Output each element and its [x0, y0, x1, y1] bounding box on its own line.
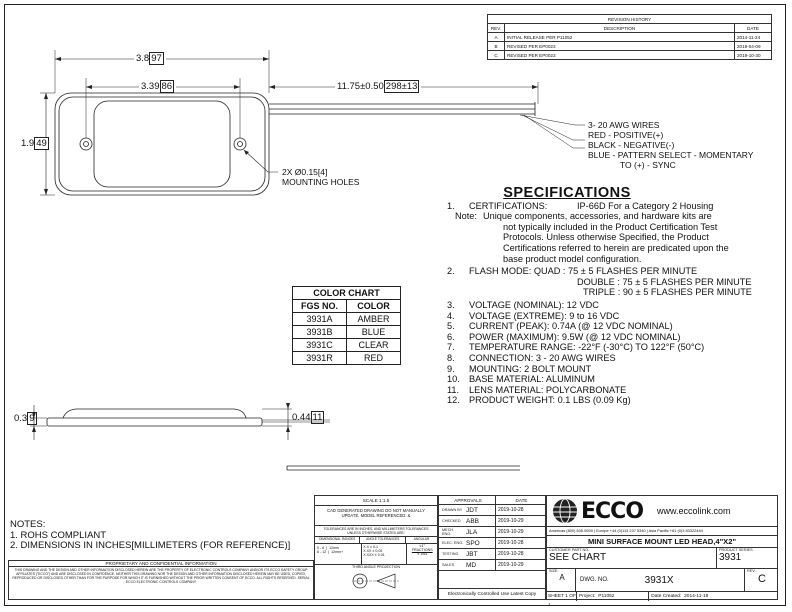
spec-item — [447, 311, 777, 322]
color-chart-title: COLOR CHART — [293, 287, 401, 300]
date-created: 2014-11-18 — [684, 594, 709, 599]
approval-name: JDT — [466, 506, 478, 514]
fgs-no: 3931A — [293, 313, 347, 326]
third-angle-symbol — [315, 570, 437, 592]
fgs-no: 3931C — [293, 339, 347, 352]
approval-row — [439, 560, 545, 571]
approval-name: SPO — [466, 539, 480, 547]
side-height-mm: 11 — [312, 412, 323, 423]
tolerance-note: TOLERANCES ARE IN INCHES, AND MILLIMETERS TOLERANCES UNLESS OTHERWISE STATED ARE: — [315, 526, 437, 537]
side-height-dimension — [292, 412, 324, 423]
product-series: 3931 — [719, 552, 742, 563]
product-title: MINI SURFACE MOUNT LED HEAD,4"X2" — [547, 536, 777, 548]
third-angle-label: THIRD ANGLE PROJECTION — [351, 565, 401, 569]
fractions-label: FRACTIONS — [411, 548, 433, 552]
note-line: Certifications referred to herein are predicated upon the — [503, 242, 729, 253]
height-mm: 49 — [36, 138, 47, 149]
spec-text: VOLTAGE (EXTREME): 9 to 16 VDC — [469, 310, 620, 321]
thickness-mm: 9 — [29, 413, 35, 424]
wire-length-dimension — [335, 81, 421, 92]
tol-angular: ±1° — [419, 544, 425, 548]
wires-callout — [588, 120, 753, 170]
spec-item — [447, 385, 777, 396]
spec-item — [447, 300, 777, 311]
revision-rev: B — [488, 42, 505, 51]
revision-date: 2019-04-09 — [735, 42, 772, 51]
note-dimensions: 2. DIMENSIONS IN INCHES[MILLIMETERS (FOR REFERENCE)] — [10, 540, 291, 551]
spec-text: VOLTAGE (NOMINAL): 12 VDC — [469, 299, 599, 310]
tol-values: X.X ± 0.1 X.XX ± 0.05 X.XXX ± 0.01 — [362, 544, 407, 564]
company-block — [546, 495, 778, 608]
ecco-globe-logo — [551, 497, 579, 525]
wire-length-mm: 298±13 — [385, 81, 418, 92]
project: P11052 — [595, 592, 649, 601]
footer-note: Electronically Controlled Use Latest Copy — [438, 588, 546, 601]
cert-label: CERTIFICATIONS: — [469, 200, 548, 211]
approval-name: ABB — [466, 517, 480, 525]
mounting-hole-left — [80, 138, 92, 150]
approval-role: DRAWN BY — [442, 508, 463, 512]
approval-row — [439, 516, 545, 527]
approval-row — [439, 549, 545, 560]
overall-length-dimension — [134, 53, 166, 64]
proprietary-text: THIS DRAWING AND THE DESIGN AND OTHER INFORMATION DISCLOSED HEREIN ARE THE PROPERTY OF ELECTRONIC CONTROLS COMPANY AND/OR ITS ECCO SAFETY GROUP AFFILIATES ("ECCO") AND ARE DISCLOSED IN CONFIDENCE. NEITHER THIS DRAWING NOR THE DESIGN AND OTHER INFORMATION DISCLOSED HEREIN MAY BE USED, COPIED, REPRODUCED OR DISCLOSED OTHER THAN FOR THE PURPOSE FOR WHICH IT IS FURNISHED WITHOUT THE PRIOR WRITTEN CONSENT OF ECCO. ALL RIGHTS RESERVED. SERIAL ECCO ELECTRONIC CONTROLS COMPANY — [12, 568, 310, 584]
thickness-value: 0.3 — [14, 413, 28, 424]
revision-description: REVISED PER EP0023 — [505, 51, 735, 60]
wire-length-value: 11.75±0.50 — [337, 81, 384, 92]
project-label: Project: — [579, 594, 596, 599]
approval-date: 2019-10-29 — [498, 562, 524, 568]
tol-col: ANGLE TOLERANCES — [360, 537, 405, 543]
spec-text: MOUNTING: 2 BOLT MOUNT — [469, 363, 592, 374]
height-dimension — [20, 138, 50, 149]
approval-role: MECH. ENG. — [442, 528, 455, 536]
notes — [10, 520, 290, 552]
scale: SCALE 1:1.5 — [315, 496, 437, 506]
wire-blue: BLUE - PATTERN SELECT - MOMENTARY — [588, 150, 754, 160]
overall-length-value: 3.8 — [136, 53, 150, 64]
proprietary-title: PROPRIETARY AND CONFIDENTIAL INFORMATION — [9, 561, 313, 567]
housing-outline — [55, 93, 269, 195]
approval-date: 2019-10-28 — [498, 507, 524, 513]
flash-quad: FLASH MODE: QUAD : 75 ± 5 FLASHES PER MINUTE — [469, 266, 698, 277]
spec-num: 11. — [447, 384, 460, 395]
spec-text: CURRENT (PEAK): 0.74A (@ 12 VDC NOMINAL) — [469, 321, 673, 332]
approvals-block — [438, 495, 546, 600]
rev: C — [758, 573, 766, 585]
wires-leader — [520, 115, 585, 125]
spec-num: 7. — [447, 342, 455, 353]
overall-length-mm: 97 — [151, 53, 162, 64]
flash-triple: TRIPLE : 90 ± 5 FLASHES PER MINUTE — [583, 287, 752, 298]
revision-rev: A — [488, 33, 505, 42]
approval-role: TESTING — [442, 552, 459, 556]
hole-spacing-mm: 86 — [161, 81, 173, 92]
spec-num: 2. — [447, 266, 455, 277]
spec-text: POWER (MAXIMUM): 9.5W (@ 12 VDC NOMINAL) — [469, 331, 681, 342]
spec-num: 10. — [447, 374, 460, 385]
note-line: Protocols. Unless otherwise Specified, the Product — [503, 232, 709, 243]
size: A — [559, 573, 565, 582]
spec-num: 8. — [447, 352, 455, 363]
approval-date: 2019-10-29 — [498, 529, 524, 535]
customer-part-label: CUSTOMER PART NO. — [549, 548, 590, 552]
rev-label: REV.: — [747, 569, 757, 573]
spec-item — [447, 395, 777, 406]
lens-outline — [94, 101, 230, 187]
spec-text: LENS MATERIAL: POLYCARBONATE — [469, 384, 627, 395]
height-value: 1.9 — [21, 138, 35, 149]
color-value: AMBER — [347, 313, 401, 326]
approval-row — [439, 527, 545, 538]
spec-item — [447, 332, 777, 343]
spec-num: 9. — [447, 363, 455, 374]
note-label: Note: — [455, 211, 477, 222]
color-row — [293, 313, 401, 326]
hole-spacing-dimension — [139, 81, 176, 92]
spec-num: 12. — [447, 395, 460, 406]
customer-part: SEE CHART — [549, 552, 607, 563]
color-row — [293, 326, 401, 339]
revision-date: 2019-10-30 — [735, 51, 772, 60]
description-header: DESCRIPTION — [505, 24, 735, 33]
tol-col: DIMENSIONAL RANGES — [315, 537, 360, 543]
dwg-label: DWG. NO. — [580, 577, 609, 583]
flash-double: DOUBLE : 75 ± 5 FLASHES PER MINUTE — [577, 276, 752, 287]
wire-blue-cont: TO (+) - SYNC — [620, 160, 676, 170]
approval-row — [439, 538, 545, 549]
approvals-date-header: DATE — [515, 497, 528, 503]
approval-role: ELEC. ENG. — [442, 541, 464, 545]
website: www.eccolink.com — [657, 506, 731, 516]
color-header: COLOR — [347, 300, 401, 313]
wire-red: RED - POSITIVE(+) — [588, 130, 664, 140]
approval-row — [439, 505, 545, 516]
specifications-title: SPECIFICATIONS — [503, 185, 631, 201]
approval-name: MD — [466, 561, 477, 569]
wire-black: BLACK - NEGATIVE(-) — [588, 140, 675, 150]
date-header: DATE — [735, 24, 772, 33]
product-series-label: PRODUCT SERIES — [719, 548, 753, 552]
spec-text: TEMPERATURE RANGE: -22°F (-30°C) TO 122°F (50°C) — [469, 342, 705, 353]
cad-note: CAD GENERATED DRAWING DO NOT MANUALLY UPDATE. MODEL REFERENCED: & — [315, 506, 437, 526]
mounting-holes-callout — [282, 167, 359, 187]
spec-num: 6. — [447, 331, 455, 342]
revision-history-title: REVISION HISTORY — [488, 15, 772, 24]
fgs-no: 3931B — [293, 326, 347, 339]
revision-rev: C — [488, 51, 505, 60]
approval-date: 2019-10-29 — [498, 518, 524, 524]
side-view-base — [47, 418, 262, 426]
approval-name: JBT — [466, 550, 478, 558]
color-value: RED — [347, 352, 401, 365]
spec-item — [447, 321, 777, 332]
color-value: BLUE — [347, 326, 401, 339]
color-row — [293, 352, 401, 365]
spec-num: 1. — [447, 200, 455, 211]
sheet: SHEET 1 OF 1 — [548, 594, 576, 608]
revision-description: INITIAL RELEASE PER P11052 — [505, 33, 735, 42]
approval-role: SALES — [442, 563, 455, 567]
dwg-number: 3931X — [644, 574, 674, 586]
size-label: SIZE: — [549, 569, 559, 573]
spec-num: 4. — [447, 310, 455, 321]
holes-leader — [244, 150, 278, 172]
spec-item — [447, 353, 777, 364]
color-value: CLEAR — [347, 339, 401, 352]
side-view-lens — [63, 409, 246, 418]
mounting-hole-right — [234, 138, 246, 150]
spec-num: 3. — [447, 299, 455, 310]
approval-name: JLA — [466, 528, 478, 536]
revision-date: 2014-11-24 — [735, 33, 772, 42]
color-row — [293, 339, 401, 352]
hole-spacing-value: 3.39 — [141, 81, 160, 92]
revision-description: REVISED PER EP0023 — [505, 42, 735, 51]
note-line: Unique components, accessories, and hardware kits are — [483, 211, 712, 222]
approval-date: 2019-10-28 — [498, 540, 524, 546]
cert-value: IP-66D For a Category 2 Housing — [577, 200, 714, 211]
spec-num: 5. — [447, 321, 455, 332]
fgs-header: FGS NO. — [293, 300, 347, 313]
wires-count: 3- 20 AWG WIRES — [588, 120, 660, 130]
color-chart — [292, 286, 401, 365]
fractions-value: ± 1/64 — [417, 552, 428, 556]
rev-header: REV. — [488, 24, 505, 33]
spec-item — [447, 342, 777, 353]
holes-size: 2X Ø0.15[4] — [282, 167, 328, 177]
approval-role: CHECKED — [442, 519, 461, 523]
spec-item — [447, 364, 777, 375]
note-line: not typically included in the Product Certification Test — [503, 221, 718, 232]
note-rohs: 1. ROHS COMPLIANT — [10, 529, 107, 541]
date-created-label: Date Created: — [651, 594, 682, 599]
contacts: Americas (800) 635-5900 | Europe +44 (0)113 237 5340 | Asia Pacific +61 (0)3 83322444 — [547, 527, 777, 536]
proprietary-block — [8, 560, 314, 600]
ecco-logo-text: ECCO — [581, 498, 644, 524]
spec-text: CONNECTION: 3 - 20 AWG WIRES — [469, 352, 616, 363]
notes-title: NOTES: — [10, 519, 46, 530]
note-line: base product model configuration. — [503, 253, 642, 264]
thickness-dimension — [14, 413, 37, 424]
specifications — [447, 185, 777, 406]
spec-text: PRODUCT WEIGHT: 0.1 LBS (0.09 Kg) — [469, 395, 631, 406]
tol-ranges: 0 - 6 | 12mm 6 - 12 | 12mm+ — [315, 544, 362, 564]
side-height-value: 0.44 — [292, 412, 311, 423]
cad-block — [314, 495, 438, 600]
approval-date: 2019-10-28 — [498, 551, 524, 557]
holes-label: MOUNTING HOLES — [282, 177, 360, 187]
approvals-header: APPROVALS — [439, 496, 496, 504]
fgs-no: 3931R — [293, 352, 347, 365]
spec-text: BASE MATERIAL: ALUMINUM — [469, 374, 595, 385]
spec-item — [447, 374, 777, 385]
tol-col: ANGULAR — [413, 537, 430, 541]
